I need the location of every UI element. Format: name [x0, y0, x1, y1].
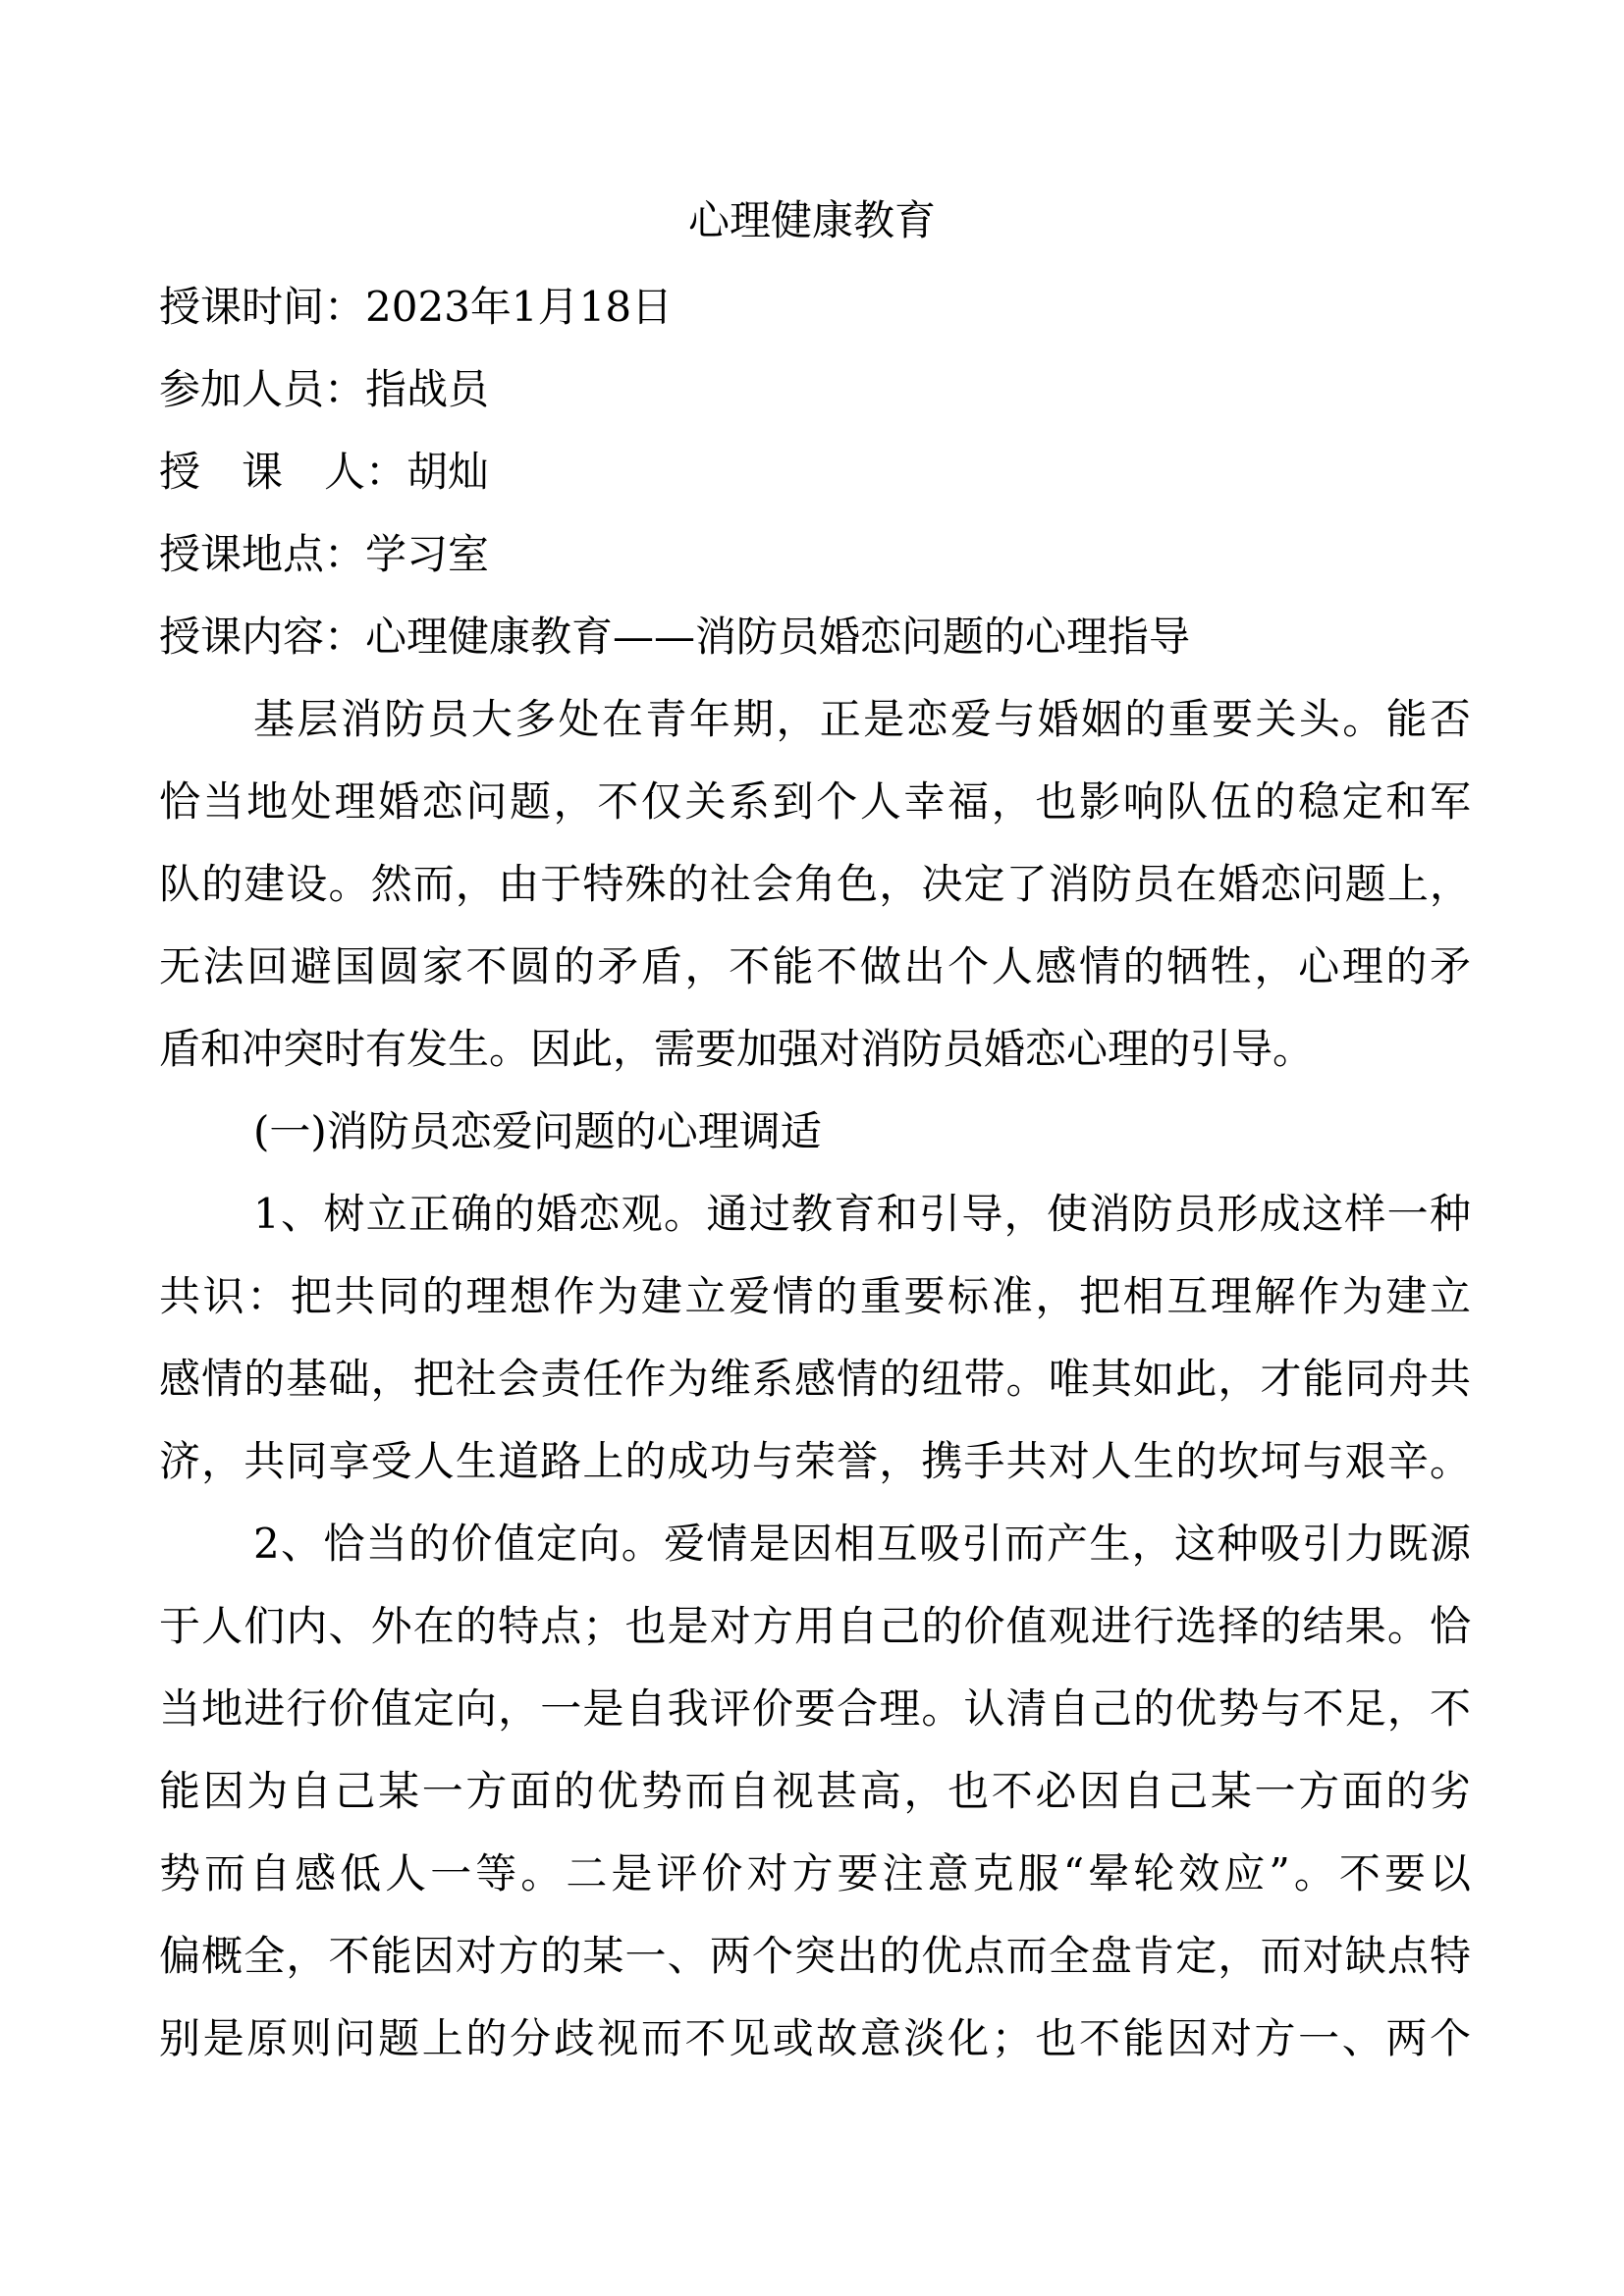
- paragraph-line: 偏概全，不能因对方的某一、两个突出的优点而全盘肯定，而对缺点特: [159, 1932, 1471, 1980]
- document-body: [159, 266, 1471, 2080]
- paragraph-line: 无法回避国圆家不圆的矛盾，不能不做出个人感情的牺牲，心理的矛: [159, 942, 1471, 990]
- paragraph-line: 别是原则问题上的分歧视而不见或故意淡化；也不能因对方一、两个: [159, 2014, 1471, 2062]
- paragraph-line: 济，共同享受人生道路上的成功与荣誉，携手共对人生的坎坷与艰辛。: [159, 1437, 1471, 1485]
- paragraph-line: 2、恰当的价值定向。爱情是因相互吸引而产生，这种吸引力既源: [253, 1520, 1471, 1568]
- paragraph-line: 队的建设。然而，由于特殊的社会角色，决定了消防员在婚恋问题上，: [159, 860, 1471, 908]
- paragraph-line: 共识：把共同的理想作为建立爱情的重要标准，把相互理解作为建立: [159, 1272, 1471, 1320]
- field-location: 授课地点：学习室: [159, 530, 490, 578]
- paragraph-point-2: [159, 1503, 1471, 2080]
- field-participants: 参加人员：指战员: [159, 365, 490, 413]
- section-heading: (一)消防员恋爱问题的心理调适: [253, 1107, 822, 1155]
- paragraph-line: 当地进行价值定向，一是自我评价要合理。认清自己的优势与不足，不: [159, 1684, 1471, 1733]
- field-lecturer: 授 课 人：胡灿: [159, 448, 490, 496]
- paragraph-point-1: [159, 1173, 1471, 1503]
- paragraph-line: 感情的基础，把社会责任作为维系感情的纽带。唯其如此，才能同舟共: [159, 1355, 1471, 1403]
- paragraph-line: 基层消防员大多处在青年期，正是恋爱与婚姻的重要关头。能否: [253, 695, 1471, 743]
- field-time: 授课时间：2023年1月18日: [159, 283, 674, 331]
- paragraph-line: 恰当地处理婚恋问题，不仅关系到个人幸福，也影响队伍的稳定和军: [159, 777, 1471, 826]
- paragraph-line: 于人们内、外在的特点；也是对方用自己的价值观进行选择的结果。恰: [159, 1602, 1471, 1650]
- paragraph-intro: [159, 678, 1471, 1091]
- field-content: 授课内容：心理健康教育——消防员婚恋问题的心理指导: [159, 613, 1191, 661]
- document-title: 心理健康教育: [687, 196, 936, 244]
- paragraph-line: 1、树立正确的婚恋观。通过教育和引导，使消防员形成这样一种: [253, 1190, 1471, 1238]
- paragraph-line: 势而自感低人一等。二是评价对方要注意克服“晕轮效应”。不要以: [159, 1849, 1471, 1897]
- paragraph-line: 能因为自己某一方面的优势而自视甚高，也不必因自己某一方面的劣: [159, 1767, 1471, 1815]
- paragraph-line: 盾和冲突时有发生。因此，需要加强对消防员婚恋心理的引导。: [159, 1025, 1315, 1073]
